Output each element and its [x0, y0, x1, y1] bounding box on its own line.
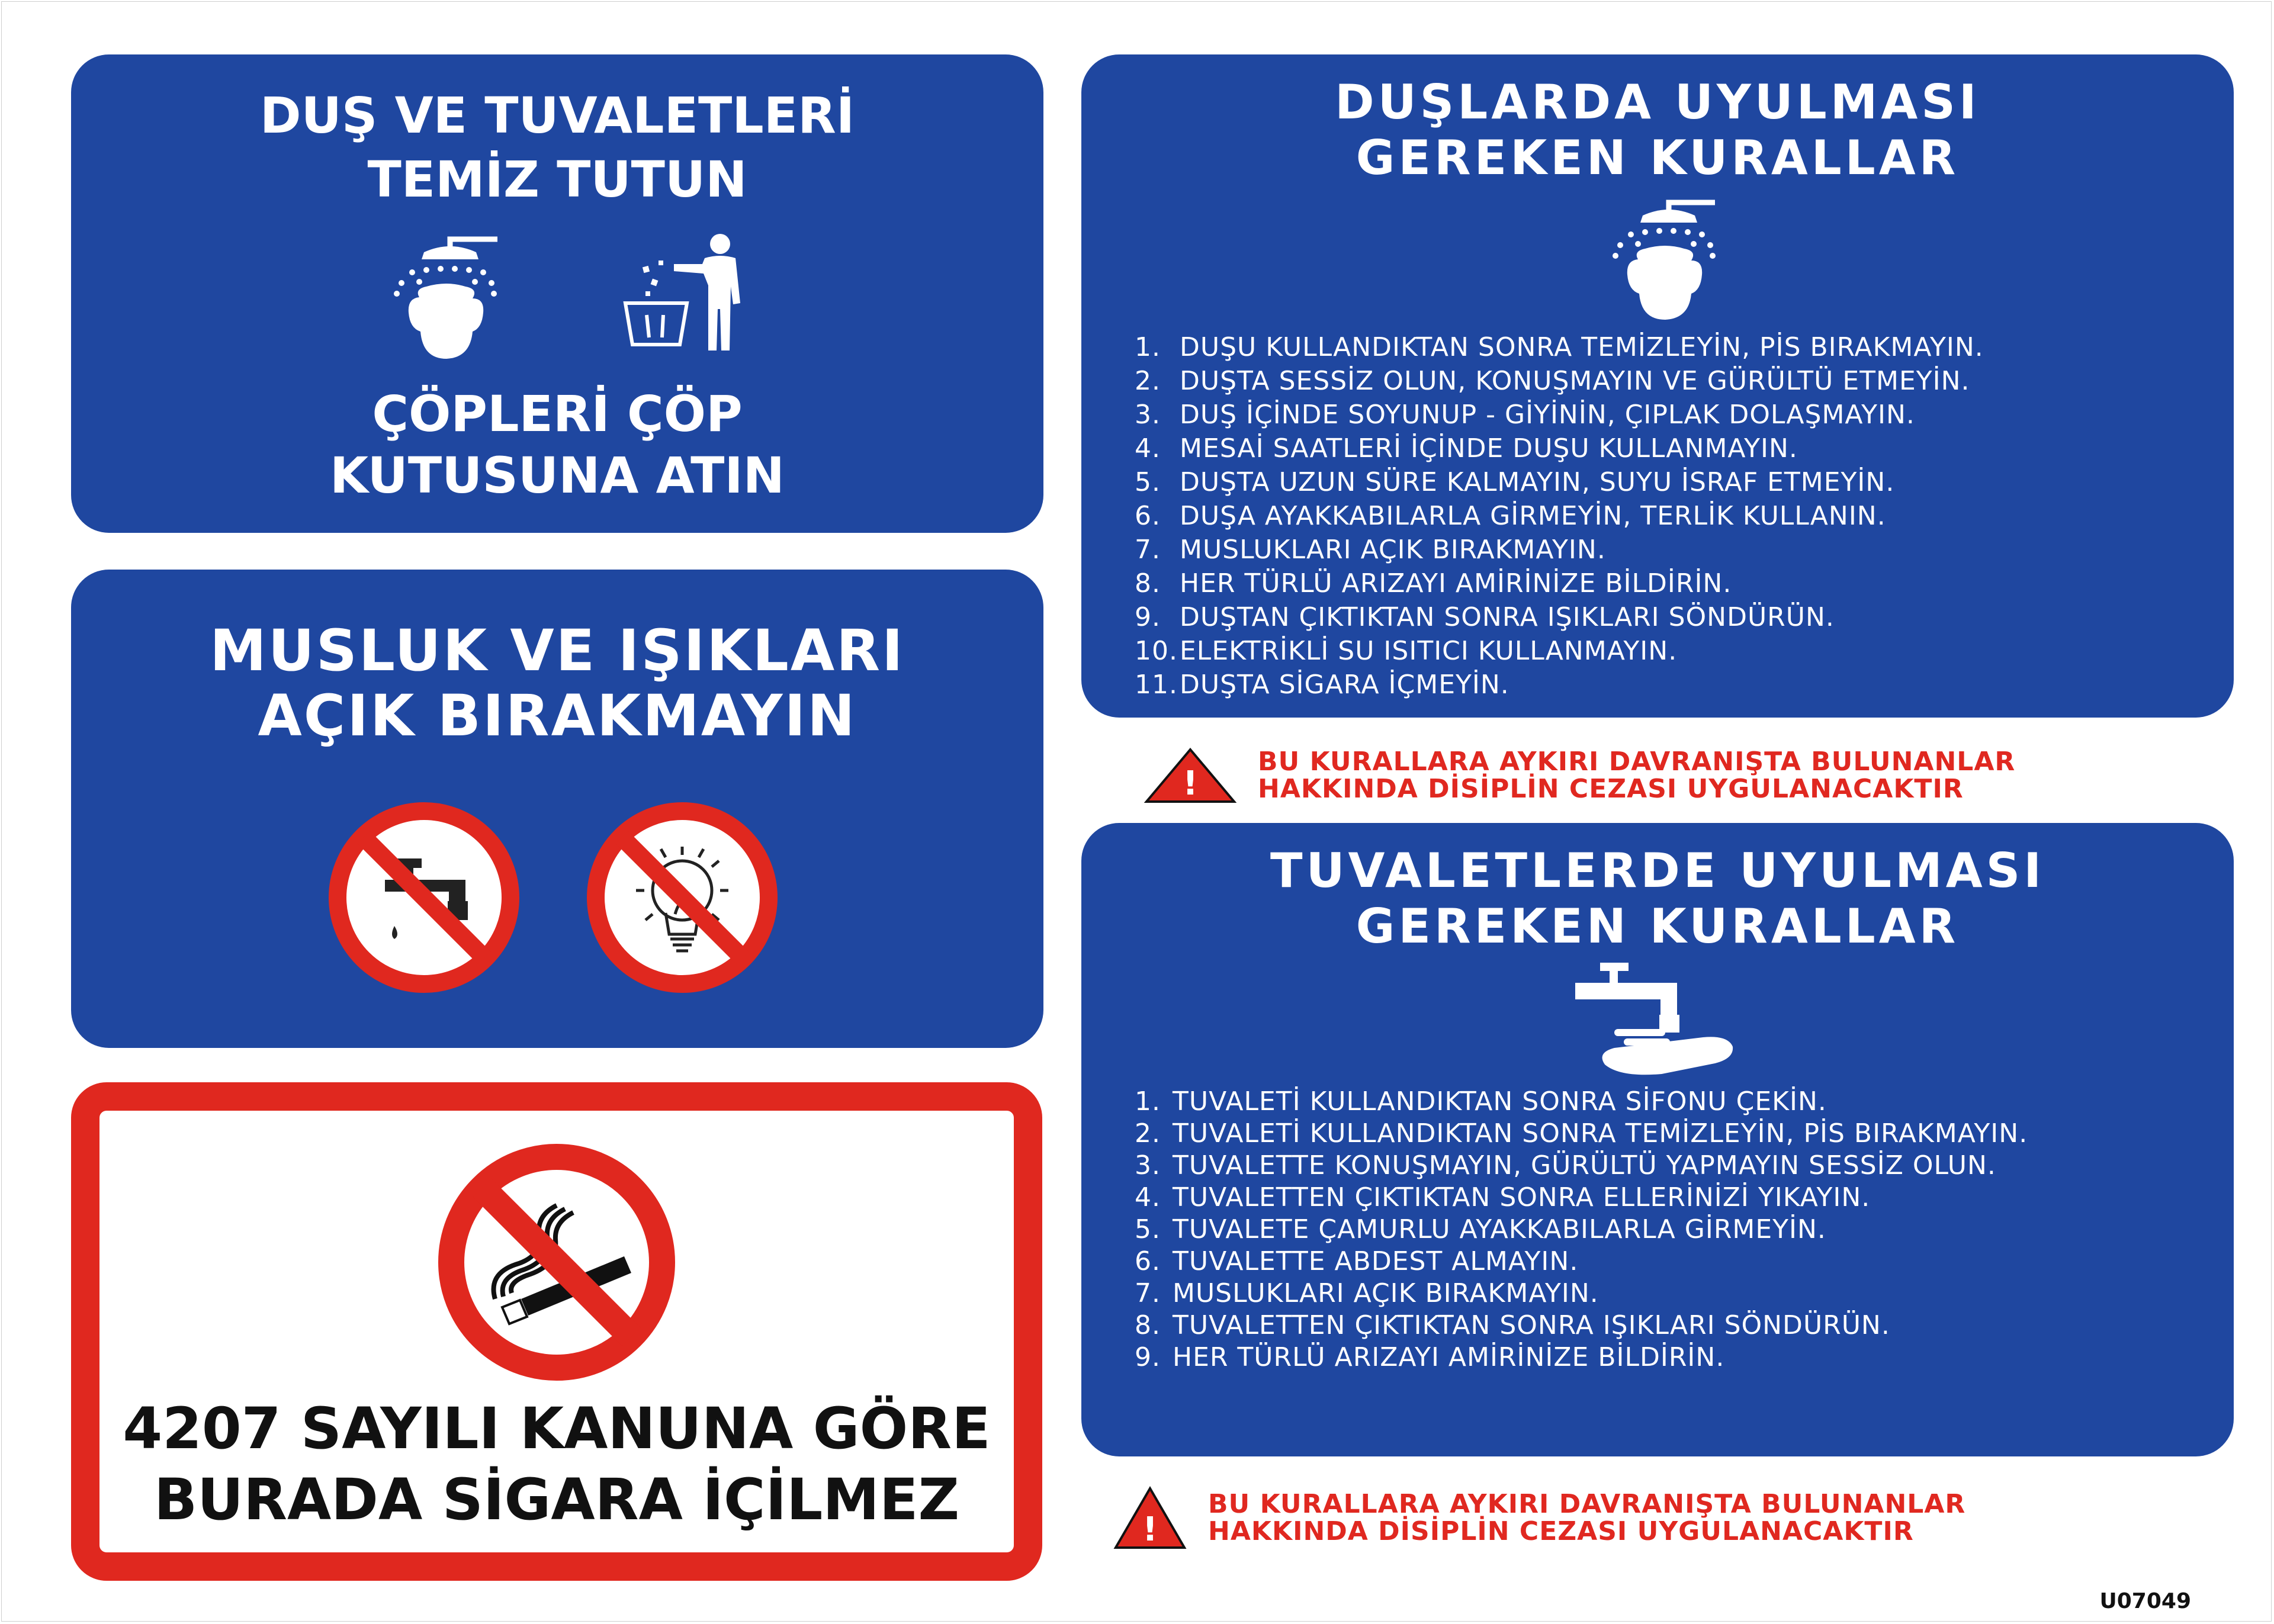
- list-item: 1. DUŞU KULLANDIKTAN SONRA TEMİZLEYİN, PİS BIRAKMAYIN.: [1135, 332, 1984, 362]
- no-smoking-icon: [438, 1144, 675, 1381]
- keep-clean-title-line1: DUŞ VE TUVALETLERİ: [259, 86, 855, 144]
- list-item: 3. TUVALETTE KONUŞMAYIN, GÜRÜLTÜ YAPMAYIN SESSİZ OLUN.: [1135, 1150, 1996, 1181]
- shower-head-icon: [1594, 197, 1721, 324]
- trash-bin-person-icon: [604, 232, 752, 356]
- list-item: 6. DUŞA AYAKKABILARLA GİRMEYİN, TERLİK KULLANIN.: [1135, 501, 1886, 531]
- no-faucet-icon: [328, 802, 520, 993]
- warning-shower-line2: HAKKINDA DİSİPLİN CEZASI UYGULANACAKTIR: [1258, 774, 1964, 804]
- shower-head-icon: [373, 232, 503, 368]
- shower-rules-title-line2: GEREKEN KURALLAR: [1356, 130, 1960, 185]
- panel-no-smoking: [71, 1082, 1042, 1581]
- no-smoking-line1: 4207 SAYILI KANUNA GÖRE: [123, 1395, 991, 1462]
- toilet-rules-title-line2: GEREKEN KURALLAR: [1356, 899, 1960, 954]
- list-item: 4. TUVALETTEN ÇIKTIKTAN SONRA ELLERİNİZİ YIKAYIN.: [1135, 1182, 1871, 1213]
- list-item: 7. MUSLUKLARI AÇIK BIRAKMAYIN.: [1135, 535, 1606, 565]
- hand-wash-icon: [1573, 959, 1736, 1075]
- faucet-lights-title-line2: AÇIK BIRAKMAYIN: [258, 683, 857, 749]
- list-item: 11. DUŞTA SİGARA İÇMEYİN.: [1135, 670, 1509, 700]
- panel-keep-clean: [71, 54, 1043, 533]
- list-item: 9. DUŞTAN ÇIKTIKTAN SONRA IŞIKLARI SÖNDÜRÜN.: [1135, 602, 1835, 632]
- list-item: 6. TUVALETTE ABDEST ALMAYIN.: [1135, 1246, 1579, 1276]
- list-item: 8. TUVALETTEN ÇIKTIKTAN SONRA IŞIKLARI SÖNDÜRÜN.: [1135, 1310, 1890, 1340]
- no-smoking-line2: BURADA SİGARA İÇİLMEZ: [153, 1467, 960, 1533]
- warning-notice-shower: [1144, 747, 2015, 804]
- list-item: 2. TUVALETİ KULLANDIKTAN SONRA TEMİZLEYİN, PİS BIRAKMAYIN.: [1135, 1118, 2028, 1149]
- warning-notice-toilet: [1113, 1486, 1965, 1550]
- panel-shower-rules: [1081, 54, 2234, 718]
- panel-toilet-rules: [1081, 823, 2234, 1456]
- keep-clean-footer-line2: KUTUSUNA ATIN: [330, 446, 785, 504]
- toilet-rules-list: [1135, 1086, 2183, 1374]
- list-item: 5. TUVALETE ÇAMURLU AYAKKABILARLA GİRMEYİN.: [1135, 1214, 1826, 1244]
- shower-rules-title-line1: DUŞLARDA UYULMASI: [1335, 75, 1980, 130]
- warning-shower-line1: BU KURALLARA AYKIRI DAVRANIŞTA BULUNANLAR: [1258, 747, 2016, 777]
- product-code: U07049: [2099, 1589, 2191, 1613]
- panel-faucet-lights: [71, 570, 1043, 1048]
- list-item: 1. TUVALETİ KULLANDIKTAN SONRA SİFONU ÇEKİN.: [1135, 1086, 1827, 1117]
- no-light-bulb-icon: [586, 802, 778, 993]
- list-item: 3. DUŞ İÇİNDE SOYUNUP - GİYİNİN, ÇIPLAK DOLAŞMAYIN.: [1135, 400, 1915, 430]
- warning-triangle-icon: [1144, 747, 1236, 804]
- keep-clean-footer-line1: ÇÖPLERİ ÇÖP: [372, 385, 743, 443]
- shower-rules-list: [1135, 330, 1984, 702]
- warning-triangle-icon: [1113, 1486, 1187, 1550]
- list-item: 2. DUŞTA SESSİZ OLUN, KONUŞMAYIN VE GÜRÜLTÜ ETMEYİN.: [1135, 366, 1970, 396]
- warning-toilet-line1: BU KURALLARA AYKIRI DAVRANIŞTA BULUNANLAR: [1208, 1489, 1966, 1519]
- list-item: 4. MESAİ SAATLERİ İÇİNDE DUŞU KULLANMAYIN.: [1135, 433, 1798, 464]
- toilet-rules-title-line1: TUVALETLERDE UYULMASI: [1270, 843, 2045, 898]
- list-item: 5. DUŞTA UZUN SÜRE KALMAYIN, SUYU İSRAF ETMEYİN.: [1135, 467, 1895, 497]
- keep-clean-title-line2: TEMİZ TUTUN: [367, 150, 747, 208]
- svg-text:!: !: [1183, 764, 1198, 803]
- list-item: 7. MUSLUKLARI AÇIK BIRAKMAYIN.: [1135, 1278, 1599, 1308]
- warning-toilet-line2: HAKKINDA DİSİPLİN CEZASI UYGULANACAKTIR: [1208, 1516, 1914, 1546]
- list-item: 8. HER TÜRLÜ ARIZAYI AMİRİNİZE BİLDİRİN.: [1135, 568, 1732, 599]
- list-item: 10. ELEKTRİKLİ SU ISITICI KULLANMAYIN.: [1135, 636, 1678, 666]
- faucet-lights-title-line1: MUSLUK VE IŞIKLARI: [210, 618, 905, 684]
- svg-text:!: !: [1142, 1510, 1158, 1549]
- list-item: 9. HER TÜRLÜ ARIZAYI AMİRİNİZE BİLDİRİN.: [1135, 1342, 1725, 1372]
